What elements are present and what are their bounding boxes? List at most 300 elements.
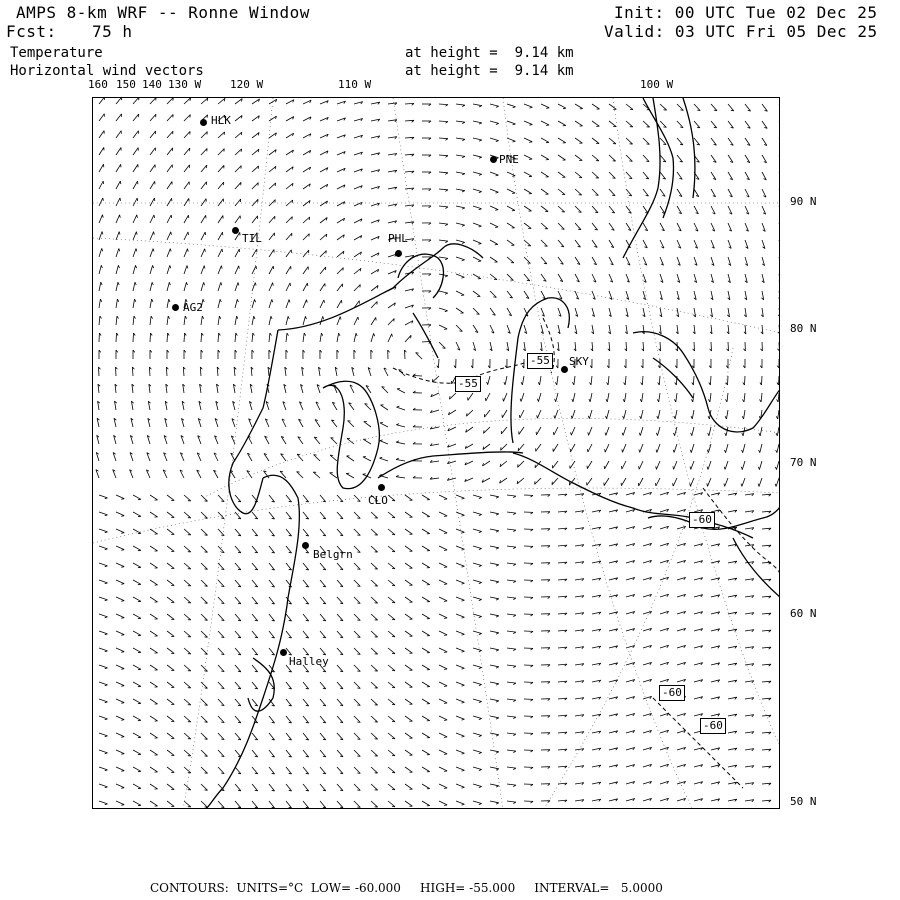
wind-vector-head: [742, 450, 743, 453]
wind-vector: [397, 407, 406, 410]
wind-vector: [235, 316, 237, 325]
wind-vector-head: [444, 737, 447, 738]
wind-vector-head: [513, 124, 516, 125]
wind-vector: [439, 801, 447, 805]
wind-vector: [371, 529, 378, 535]
wind-vector-head: [479, 583, 482, 584]
wind-vector: [99, 114, 104, 121]
wind-vector: [303, 512, 309, 519]
wind-vector-head: [450, 396, 451, 399]
wind-vector-head: [307, 300, 308, 303]
wind-vector: [541, 138, 549, 142]
wind-vector: [218, 614, 224, 621]
wind-vector: [252, 199, 258, 206]
wind-vector-head: [154, 215, 155, 218]
wind-vector: [413, 376, 422, 377]
wind-vector: [571, 427, 575, 435]
wind-vector: [524, 172, 532, 176]
wind-vector-head: [204, 282, 205, 285]
wind-vector: [99, 265, 101, 274]
wind-vector-head: [504, 382, 505, 385]
wind-vector: [388, 563, 395, 569]
wind-vector-head: [121, 550, 124, 551]
wind-vector: [604, 478, 609, 486]
wind-vector: [133, 733, 141, 737]
wind-vector: [456, 274, 464, 277]
wind-vector-head: [646, 161, 649, 162]
wind-vector: [184, 648, 191, 654]
wind-vector: [235, 182, 241, 189]
wind-vector-head: [396, 458, 399, 459]
wind-vector: [760, 427, 762, 436]
wind-vector-head: [479, 549, 482, 550]
wind-vector-head: [572, 399, 573, 402]
wind-vector: [456, 614, 464, 617]
wind-vector: [659, 393, 660, 402]
wind-vector-head: [496, 141, 499, 142]
wind-vector-head: [339, 333, 340, 336]
wind-vector: [116, 265, 118, 274]
contour-label: -55: [455, 376, 481, 392]
wind-vector: [778, 393, 779, 402]
wind-vector: [779, 223, 780, 231]
wind-vector-head: [623, 416, 624, 419]
wind-vector: [99, 215, 103, 223]
wind-vector: [541, 172, 549, 177]
wind-vector: [439, 172, 448, 173]
wind-vector: [643, 155, 649, 162]
wind-vector: [456, 699, 464, 702]
wind-vector: [150, 148, 155, 155]
wind-vector: [371, 563, 378, 569]
wind-vector: [622, 461, 626, 469]
wind-vector: [625, 376, 626, 385]
wind-vector: [116, 333, 117, 342]
wind-vector: [456, 546, 464, 549]
wind-vector: [473, 580, 482, 583]
wind-vector: [640, 427, 643, 436]
lon-label: 110 W: [338, 78, 372, 91]
wind-vector: [133, 131, 138, 138]
wind-vector: [490, 648, 499, 650]
wind-vector: [201, 249, 205, 257]
wind-vector-head: [462, 260, 465, 261]
wind-vector: [639, 478, 643, 486]
wind-vector: [269, 250, 274, 258]
wind-vector-head: [101, 282, 102, 285]
wind-vector: [779, 325, 780, 334]
wind-vector-head: [674, 416, 675, 419]
station-label: Belgrn: [313, 548, 353, 561]
wind-vector: [150, 614, 158, 619]
wind-vector: [167, 232, 171, 240]
wind-vector: [133, 198, 137, 206]
wind-vector-head: [479, 600, 482, 601]
wind-vector: [524, 155, 532, 159]
wind-vector-head: [135, 282, 136, 285]
wind-vector: [269, 333, 270, 342]
wind-vector-head: [462, 583, 465, 584]
wind-vector: [184, 98, 191, 104]
wind-vector: [422, 699, 430, 704]
wind-vector: [456, 784, 464, 787]
wind-vector: [303, 750, 309, 757]
wind-vector: [167, 665, 174, 670]
wind-vector-head: [363, 474, 366, 475]
wind-vector: [473, 138, 482, 140]
wind-vector: [388, 614, 395, 620]
wind-vector: [150, 495, 158, 500]
wind-vector: [337, 597, 343, 604]
wind-vector: [456, 308, 464, 313]
wind-vector-head: [105, 651, 108, 652]
wind-vector: [252, 699, 258, 706]
wind-vector: [320, 529, 326, 536]
wind-vector: [587, 478, 592, 485]
wind-vector: [99, 801, 108, 804]
wind-vector-head: [538, 382, 539, 385]
wind-vector: [303, 529, 309, 536]
wind-vector: [759, 461, 762, 470]
lon-label: 140: [142, 78, 162, 91]
wind-vector-head: [496, 497, 499, 498]
wind-vector-head: [462, 532, 465, 533]
wind-vector: [218, 333, 219, 342]
wind-vector: [201, 733, 208, 739]
wind-vector: [507, 597, 516, 598]
wind-vector-head: [779, 281, 780, 283]
wind-vector: [200, 367, 201, 376]
wind-vector-head: [479, 174, 482, 175]
wind-vector-head: [444, 567, 447, 568]
wind-vector: [473, 104, 482, 106]
wind-vector: [269, 233, 275, 240]
wind-vector: [354, 750, 360, 756]
station-label: PHL: [388, 232, 408, 245]
lon-label: 160: [88, 78, 108, 91]
wind-vector: [555, 410, 558, 418]
map-canvas: [93, 98, 780, 809]
wind-vector: [473, 648, 482, 651]
station-label: AG2: [183, 301, 203, 314]
wind-vector: [439, 716, 447, 720]
wind-vector-head: [479, 140, 482, 141]
wind-vector: [439, 699, 447, 703]
wind-vector: [116, 716, 124, 720]
wind-vector: [150, 299, 152, 308]
wind-vector: [587, 461, 592, 469]
wind-vector: [388, 597, 395, 603]
wind-vector-head: [445, 258, 448, 259]
wind-vector: [519, 427, 524, 434]
wind-vector: [456, 240, 465, 242]
wind-vector: [337, 268, 343, 274]
wind-vector: [473, 308, 479, 314]
wind-vector: [422, 563, 430, 568]
wind-vector: [167, 767, 174, 772]
wind-vector-head: [105, 668, 108, 669]
wind-vector: [490, 104, 499, 106]
wind-vector: [779, 240, 780, 249]
wind-vector: [507, 223, 515, 228]
wind-vector: [371, 333, 374, 342]
wind-vector: [574, 376, 575, 385]
wind-vector: [606, 427, 609, 435]
wind-vector-head: [380, 422, 383, 423]
wind-vector-head: [758, 467, 759, 470]
wind-vector: [405, 648, 412, 653]
wind-vector: [388, 699, 395, 705]
wind-vector: [779, 206, 780, 214]
wind-vector-head: [203, 299, 204, 302]
wind-vector: [116, 665, 124, 669]
wind-vector: [184, 801, 191, 807]
wind-vector: [354, 733, 360, 739]
wind-vector-head: [444, 635, 447, 636]
wind-vector: [218, 182, 224, 189]
wind-vector-head: [496, 531, 499, 532]
wind-vector: [552, 478, 558, 485]
wind-vector: [660, 155, 666, 162]
wind-vector: [252, 333, 253, 342]
wind-vector: [507, 189, 515, 193]
wind-vector-head: [496, 106, 499, 107]
wind-vector: [218, 682, 224, 689]
wind-vector: [303, 597, 309, 604]
wind-vector: [167, 750, 174, 755]
wind-vector: [218, 282, 221, 291]
wind-vector-head: [396, 424, 399, 425]
wind-vector: [371, 302, 377, 309]
wind-vector: [331, 438, 337, 444]
wind-vector-head: [348, 421, 351, 422]
wind-vector-head: [479, 736, 482, 737]
wind-vector: [99, 699, 108, 702]
wind-vector: [422, 750, 430, 755]
wind-vector-head: [462, 651, 465, 652]
wind-vector: [201, 98, 208, 104]
wind-vector: [133, 665, 141, 669]
wind-vector: [150, 316, 151, 325]
wind-vector: [337, 495, 343, 502]
wind-vector: [623, 444, 627, 452]
wind-vector: [218, 165, 224, 172]
wind-vector: [116, 784, 124, 788]
wind-vector: [524, 189, 532, 194]
wind-vector-head: [305, 316, 306, 319]
wind-vector: [116, 631, 124, 635]
wind-vector: [575, 189, 582, 195]
wind-vector: [473, 121, 482, 123]
wind-vector: [252, 512, 258, 519]
wind-vector: [507, 614, 516, 615]
wind-vector: [573, 393, 575, 402]
wind-vector: [371, 614, 378, 620]
wind-vector: [490, 121, 499, 123]
wind-vector: [575, 155, 582, 160]
wind-vector: [286, 316, 288, 325]
wind-vector: [269, 183, 276, 189]
wind-vector: [439, 308, 448, 311]
wind-vector: [432, 376, 439, 382]
wind-vector: [99, 580, 108, 583]
wind-vector-head: [137, 215, 138, 218]
wind-vector-head: [779, 298, 781, 300]
wind-vector: [201, 597, 208, 603]
wind-vector-head: [118, 282, 119, 285]
wind-vector: [507, 512, 516, 513]
wind-vector: [609, 206, 615, 213]
wind-vector: [133, 767, 141, 771]
lon-label: 100 W: [640, 78, 674, 91]
wind-vector-head: [382, 387, 385, 388]
wind-vector: [252, 733, 258, 740]
wind-vector: [473, 206, 482, 209]
wind-vector: [779, 376, 780, 385]
wind-vector: [166, 367, 167, 376]
wind-vector: [490, 240, 498, 244]
wind-vector: [252, 183, 258, 189]
station-label: TIL: [242, 232, 262, 245]
wind-vector: [150, 733, 158, 738]
wind-vector-head: [467, 413, 468, 416]
wind-vector-head: [154, 232, 155, 235]
wind-vector: [592, 172, 599, 178]
wind-vector: [405, 120, 414, 121]
wind-vector: [320, 234, 327, 240]
wind-vector: [354, 784, 360, 790]
wind-vector: [354, 699, 360, 705]
wind-vector: [726, 427, 728, 436]
wind-vector-head: [578, 212, 581, 213]
wind-vector: [537, 410, 541, 418]
wind-vector: [320, 631, 326, 638]
wind-vector-head: [169, 299, 170, 302]
wind-vector: [405, 563, 412, 568]
wind-vector: [235, 283, 238, 292]
wind-vector: [218, 132, 225, 138]
wind-vector: [473, 665, 482, 668]
wind-vector-head: [561, 229, 564, 230]
lat-label: 60 N: [790, 607, 817, 620]
contour-label: -60: [659, 685, 685, 701]
wind-vector: [538, 393, 541, 402]
wind-vector: [167, 563, 174, 568]
wind-vector: [150, 114, 156, 121]
wind-vector: [779, 138, 780, 146]
wind-vector-head: [256, 266, 257, 269]
wind-vector: [659, 376, 660, 385]
wind-vector: [710, 376, 711, 385]
wind-vector: [184, 614, 191, 620]
wind-vector: [235, 216, 240, 223]
wind-vector-head: [496, 786, 499, 787]
wind-vector: [133, 215, 137, 223]
wind-vector: [99, 631, 108, 634]
wind-vector: [571, 444, 575, 452]
wind-vector: [201, 801, 208, 807]
wind-vector: [252, 529, 258, 536]
wind-vector: [303, 234, 309, 240]
field-temperature: Temperature: [10, 45, 103, 61]
wind-vector: [201, 648, 208, 654]
wind-vector: [133, 164, 138, 172]
wind-vector: [439, 104, 448, 105]
wind-vector: [337, 512, 343, 519]
wind-vector-head: [496, 565, 499, 566]
wind-vector: [132, 367, 133, 376]
wind-vector: [347, 438, 354, 444]
wind-vector: [473, 189, 482, 192]
wind-vector-head: [135, 299, 136, 302]
wind-vector: [116, 801, 124, 805]
wind-vector-head: [496, 123, 499, 124]
wind-vector-head: [496, 633, 499, 634]
wind-vector: [201, 631, 208, 637]
wind-vector-head: [639, 433, 640, 436]
wind-vector: [521, 393, 524, 402]
coastline: [203, 98, 780, 809]
map-title: AMPS 8-km WRF -- Ronne Window: [16, 3, 310, 22]
wind-vector-head: [445, 293, 448, 294]
wind-vector: [184, 333, 185, 342]
wind-vector: [405, 335, 411, 342]
wind-vector: [728, 342, 729, 351]
wind-vector-head: [416, 353, 419, 354]
wind-vector-head: [444, 601, 447, 602]
wind-vector: [725, 478, 728, 486]
wind-vector: [99, 495, 108, 498]
wind-vector: [388, 495, 395, 501]
wind-vector: [184, 232, 188, 240]
wind-vector: [167, 631, 174, 636]
wind-vector: [269, 299, 272, 308]
wind-vector-head: [537, 399, 538, 402]
contour-label: -60: [700, 718, 726, 734]
wind-vector-head: [563, 108, 566, 109]
wind-vector-head: [105, 770, 108, 771]
wind-vector: [711, 121, 717, 128]
wind-vector: [484, 427, 491, 433]
wind-vector: [779, 189, 780, 197]
wind-vector-head: [102, 232, 103, 235]
wind-vector: [201, 682, 208, 688]
wind-vector-head: [621, 466, 622, 469]
wind-vector: [150, 716, 158, 721]
wind-vector-head: [496, 803, 499, 804]
wind-vector: [303, 563, 309, 570]
wind-vector: [116, 546, 124, 550]
wind-vector: [235, 665, 241, 672]
wind-vector: [252, 631, 258, 638]
wind-vector-head: [510, 280, 513, 281]
wind-vector: [371, 597, 378, 603]
wind-vector: [184, 249, 188, 257]
wind-vector-head: [588, 416, 589, 419]
wind-vector: [405, 103, 414, 104]
wind-vector: [252, 801, 258, 808]
wind-vector-head: [255, 299, 256, 302]
wind-vector-head: [121, 737, 124, 738]
wind-vector: [779, 274, 780, 283]
wind-vector-head: [479, 668, 482, 669]
wind-vector: [337, 284, 343, 291]
wind-vector: [218, 512, 224, 519]
wind-vector: [554, 427, 558, 435]
wind-vector-head: [496, 192, 499, 193]
wind-vector: [133, 299, 135, 308]
wind-vector: [167, 249, 170, 257]
